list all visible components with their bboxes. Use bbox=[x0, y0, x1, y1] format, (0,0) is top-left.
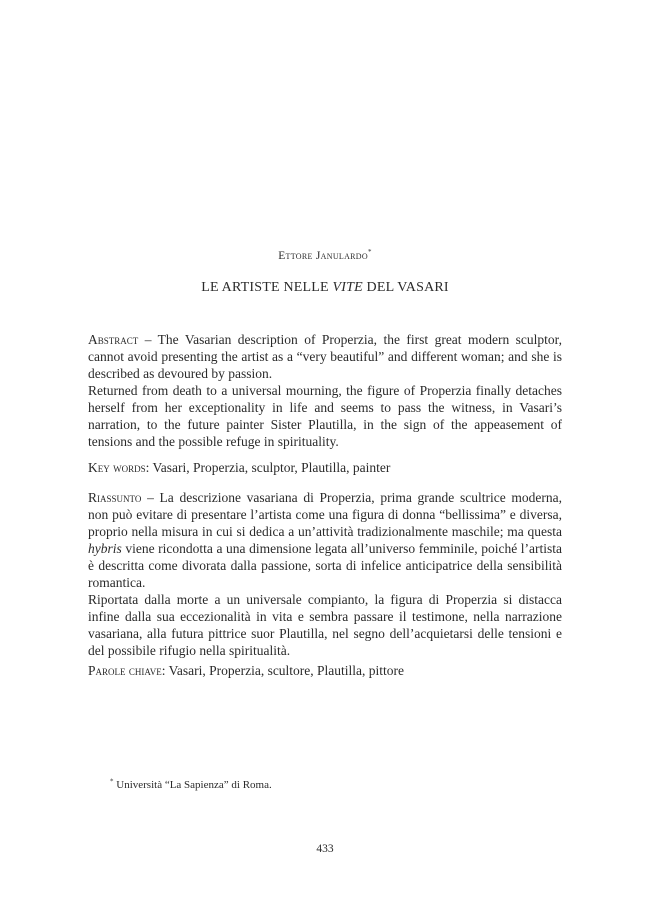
abstract-paragraph-1 bbox=[88, 331, 562, 382]
parole-chiave-line bbox=[88, 662, 562, 679]
article-title bbox=[0, 280, 650, 296]
abstract-label: Abstract bbox=[88, 332, 139, 347]
footnote bbox=[110, 779, 272, 791]
keywords-label: Key words bbox=[88, 460, 146, 475]
abstract-section bbox=[88, 331, 562, 450]
keywords-section bbox=[88, 459, 562, 476]
title-part-1: LE ARTISTE NELLE bbox=[201, 280, 333, 295]
parole-chiave-text: : Vasari, Properzia, scultore, Plautilla, pittore bbox=[161, 663, 405, 678]
riassunto-text-1a: La descrizione vasariana di Properzia, prima grande scultrice moderna, non può evitare di presentare l’artista come una figura di donna “bellissima” e diversa, proprio nella misura in cui si dedica a un’attività tradizionalmente maschile; ma questa bbox=[88, 490, 563, 539]
author-footnote-mark: * bbox=[367, 248, 372, 257]
author-name bbox=[0, 250, 650, 262]
parole-chiave-label: Parole chiave bbox=[88, 663, 162, 678]
riassunto-label: Riassunto bbox=[88, 490, 142, 505]
abstract-text-1: The Vasarian description of Properzia, the first great modern sculptor, cannot avoid presenting the artist as a “very beautiful” and different woman; and she is described as devoured by passion. bbox=[88, 332, 563, 381]
title-part-2: DEL VASARI bbox=[362, 280, 449, 295]
riassunto-section bbox=[88, 489, 562, 659]
footnote-text: Università “La Sapienza” di Roma. bbox=[113, 779, 272, 791]
author-first-name: Ettore bbox=[278, 250, 313, 262]
keywords-line bbox=[88, 459, 562, 476]
author-last-name: Janulardo bbox=[315, 250, 368, 262]
page-number: 433 bbox=[316, 843, 334, 855]
riassunto-paragraph-1 bbox=[88, 489, 562, 591]
riassunto-paragraph-2: Riportata dalla morte a un universale compianto, la figura di Properzia si distacca infine dalla sua eccezionalità in vita e sembra passare il testimone, nella narrazione vasariana, alla futura pittrice suor Plautilla, nel segno dell’acquietarsi delle tensioni e del possibile rifugio nella spiritualità. bbox=[88, 592, 562, 658]
keywords-text: : Vasari, Properzia, sculptor, Plautilla, painter bbox=[145, 460, 391, 475]
riassunto-text-1b: viene ricondotta a una dimensione legata all’universo femminile, poiché l’artista è descritta come divorata dalla passione, sorta di infelice anticipatrice della sensibilità romantica. bbox=[88, 541, 562, 590]
abstract-dash: – bbox=[138, 332, 158, 347]
footnote-mark: * bbox=[110, 777, 114, 786]
title-italic-vite: VITE bbox=[332, 280, 363, 295]
abstract-paragraph-2: Returned from death to a universal mourning, the figure of Properzia finally detaches herself from her exceptionality in life and seems to pass the witness, in Vasari’s narration, to the future painter Sister Plautilla, in the sign of the appeasement of tensions and the possible refuge in spirituality. bbox=[88, 383, 562, 449]
parole-chiave-section bbox=[88, 662, 562, 679]
riassunto-italic-hybris: hybris bbox=[88, 541, 122, 556]
riassunto-dash: – bbox=[141, 490, 160, 505]
